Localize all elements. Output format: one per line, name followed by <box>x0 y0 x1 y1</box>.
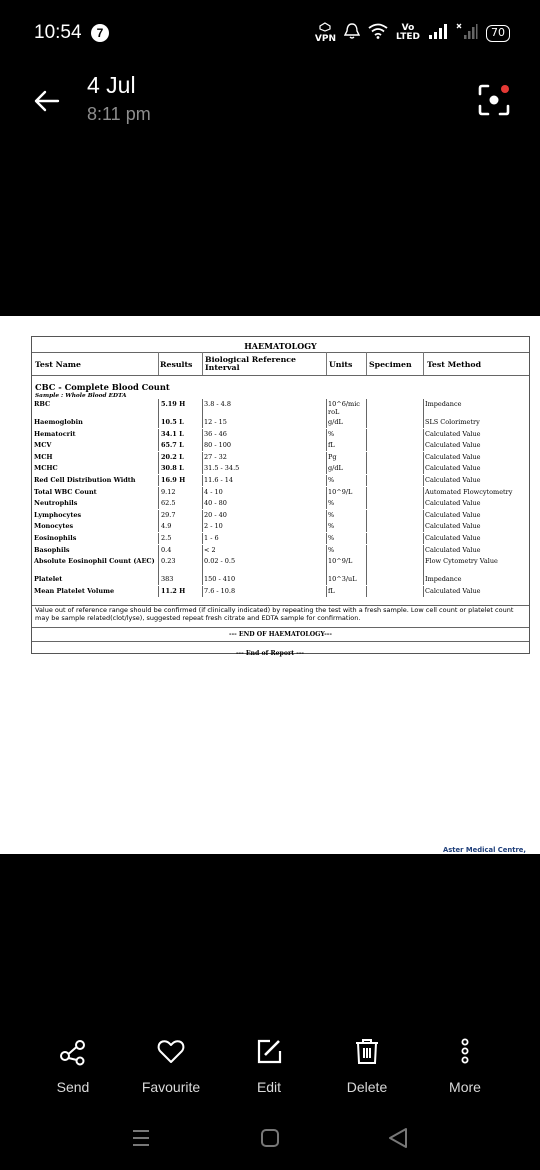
col-specimen: Specimen <box>369 360 412 369</box>
col-results: Results <box>160 360 193 369</box>
table-row <box>32 429 529 440</box>
specimen-cell <box>366 440 423 451</box>
test-name-cell: RBC <box>34 400 51 408</box>
result-cell: 34.1 L <box>158 429 202 440</box>
specimen-cell <box>366 521 423 532</box>
reference-cell: 2 - 10 <box>202 521 326 532</box>
test-name-cell: Monocytes <box>34 522 74 531</box>
send-button[interactable] <box>23 1036 123 1095</box>
share-icon <box>58 1036 88 1066</box>
test-name-cell: Haemoglobin <box>34 418 83 426</box>
unit-cell: % <box>326 429 366 440</box>
specimen-cell <box>366 417 423 428</box>
delete-button[interactable] <box>317 1036 417 1095</box>
method-cell: Calculated Value <box>423 533 529 544</box>
action-bar <box>0 1036 540 1096</box>
more-vertical-icon <box>450 1036 480 1066</box>
system-nav-bar <box>0 1120 540 1154</box>
method-cell: Automated Flowcytometry <box>423 487 529 498</box>
result-cell: 11.2 H <box>158 586 202 597</box>
result-cell: 62.5 <box>158 498 202 509</box>
table-row <box>32 417 529 428</box>
table-row <box>32 399 529 417</box>
result-cell: 5.19 H <box>158 399 202 417</box>
method-cell: Calculated Value <box>423 463 529 474</box>
test-name-cell: Absolute Eosinophil Count (AEC) <box>34 557 155 566</box>
specimen-cell <box>366 533 423 544</box>
method-cell: Calculated Value <box>423 429 529 440</box>
table-row <box>32 545 529 556</box>
unit-cell: % <box>326 475 366 486</box>
result-cell: 2.5 <box>158 533 202 544</box>
col-units: Units <box>329 360 353 369</box>
table-row <box>32 440 529 451</box>
specimen-cell <box>366 545 423 556</box>
report-table <box>31 336 530 654</box>
unit-cell: 10^3/uL <box>326 574 366 585</box>
send-label: Send <box>56 1079 90 1095</box>
status-bar <box>0 0 540 64</box>
col-test-method: Test Method <box>427 360 482 369</box>
unit-cell: 10^6/mic roL <box>326 399 366 417</box>
table-row <box>32 586 529 597</box>
unit-cell: % <box>326 533 366 544</box>
method-cell: Calculated Value <box>423 586 529 597</box>
reference-cell: 4 - 10 <box>202 487 326 498</box>
more-button[interactable] <box>415 1036 515 1095</box>
delete-label: Delete <box>346 1079 388 1095</box>
signal-icon <box>428 23 448 44</box>
edit-icon <box>254 1036 284 1066</box>
table-row <box>32 574 529 585</box>
method-cell: Impedance <box>423 399 529 417</box>
unit-cell: g/dL <box>326 417 366 428</box>
signal-2-icon <box>456 23 478 44</box>
report-title: HAEMATOLOGY <box>244 341 317 351</box>
unit-cell: fL <box>326 586 366 597</box>
specimen-cell <box>366 498 423 509</box>
specimen-cell <box>366 399 423 417</box>
test-name-cell: Eosinophils <box>34 534 77 542</box>
unit-cell: % <box>326 521 366 532</box>
wifi-icon <box>368 23 388 44</box>
test-name-cell: Basophils <box>34 545 70 554</box>
method-cell: Calculated Value <box>423 498 529 509</box>
end-of-report: --- End of Report --- <box>235 650 304 657</box>
specimen-cell <box>366 463 423 474</box>
table-row <box>32 452 529 463</box>
specimen-cell <box>366 475 423 486</box>
reference-cell: 36 - 46 <box>202 429 326 440</box>
test-name-cell: Hematocrit <box>34 429 76 438</box>
recents-menu-icon[interactable] <box>131 1128 151 1148</box>
method-cell: SLS Colorimetry <box>423 417 529 428</box>
heart-icon <box>156 1036 186 1066</box>
result-cell: 4.9 <box>158 521 202 532</box>
result-cell: 0.23 <box>158 556 202 574</box>
volte-label-top: Vo <box>401 23 415 33</box>
reference-cell: 27 - 32 <box>202 452 326 463</box>
reference-cell: 7.6 - 10.8 <box>202 586 326 597</box>
test-name-cell: Red Cell Distribution Width <box>34 476 136 484</box>
reference-cell: 11.6 - 14 <box>202 475 326 486</box>
sample-type: Sample : Whole Blood EDTA <box>35 393 127 399</box>
vpn-label: VPN <box>314 34 336 44</box>
table-row <box>32 510 529 521</box>
back-arrow-icon[interactable] <box>30 84 64 118</box>
test-name-cell: MCV <box>34 441 52 450</box>
col-test-name: Test Name <box>35 360 81 369</box>
method-cell: Calculated Value <box>423 510 529 521</box>
table-row <box>32 533 529 544</box>
reference-note: Value out of reference range should be confirmed (if clinically indicated) by repeating the test with a fresh sample. Low cell count or platelet count may be sample related(clot/lyse), suggested repeat fresh citrate and EDTA sample for confirmation. <box>35 606 514 622</box>
reference-cell: 0.02 - 0.5 <box>202 556 326 574</box>
test-name-cell: Mean Platelet Volume <box>34 586 115 595</box>
specimen-cell <box>366 429 423 440</box>
reference-cell: 1 - 6 <box>202 533 326 544</box>
table-row <box>32 556 529 574</box>
result-cell: 20.2 L <box>158 452 202 463</box>
back-triangle-icon[interactable] <box>387 1127 409 1149</box>
volte-icon <box>396 24 420 42</box>
more-label: More <box>449 1079 481 1095</box>
volte-label-bottom: LTED <box>395 32 420 42</box>
method-cell: Calculated Value <box>423 545 529 556</box>
reference-cell: 150 - 410 <box>202 574 326 585</box>
unit-cell: % <box>326 510 366 521</box>
specimen-cell <box>366 556 423 574</box>
method-cell: Calculated Value <box>423 440 529 451</box>
method-cell: Calculated Value <box>423 452 529 463</box>
end-of-section: --- END OF HAEMATOLOGY--- <box>229 631 332 638</box>
result-cell: 0.4 <box>158 545 202 556</box>
unit-cell: Pg <box>326 452 366 463</box>
unit-cell: 10^9/L <box>326 556 366 574</box>
specimen-cell <box>366 574 423 585</box>
unit-cell: % <box>326 498 366 509</box>
reference-cell: 12 - 15 <box>202 417 326 428</box>
result-cell: 65.7 L <box>158 440 202 451</box>
trash-icon <box>352 1036 382 1066</box>
reference-cell: 3.8 - 4.8 <box>202 399 326 417</box>
unit-cell: % <box>326 545 366 556</box>
edit-label: Edit <box>256 1079 282 1095</box>
notification-count-badge: 7 <box>91 24 109 42</box>
method-cell: Impedance <box>423 574 529 585</box>
method-cell: Calculated Value <box>423 521 529 532</box>
test-name-cell: Lymphocytes <box>34 510 82 519</box>
vpn-icon <box>315 22 336 44</box>
status-time: 10:54 <box>34 22 82 43</box>
favourite-label: Favourite <box>141 1079 201 1095</box>
reference-cell: 31.5 - 34.5 <box>202 463 326 474</box>
table-row <box>32 521 529 532</box>
reference-cell: 80 - 100 <box>202 440 326 451</box>
edit-button[interactable] <box>219 1036 319 1095</box>
unit-cell: g/dL <box>326 463 366 474</box>
test-name-cell: Total WBC Count <box>34 487 97 496</box>
table-row <box>32 498 529 509</box>
test-name-cell: MCHC <box>34 464 58 473</box>
photo-date: 4 Jul <box>87 72 136 98</box>
specimen-cell <box>366 586 423 597</box>
result-cell: 16.9 H <box>158 475 202 486</box>
photo-time: 8:11 pm <box>87 104 151 124</box>
method-cell: Calculated Value <box>423 475 529 486</box>
specimen-cell <box>366 510 423 521</box>
method-cell: Flow Cytometry Value <box>423 556 529 574</box>
report-image <box>0 316 540 854</box>
lens-scan-icon <box>474 80 514 120</box>
reference-cell: 40 - 80 <box>202 498 326 509</box>
table-row <box>32 475 529 486</box>
result-cell: 9.12 <box>158 487 202 498</box>
reference-cell: 20 - 40 <box>202 510 326 521</box>
battery-indicator: 70 <box>486 25 510 42</box>
specimen-cell <box>366 452 423 463</box>
unit-cell: fL <box>326 440 366 451</box>
favourite-button[interactable] <box>121 1036 221 1095</box>
result-cell: 29.7 <box>158 510 202 521</box>
status-icons <box>315 22 510 44</box>
home-icon[interactable] <box>260 1128 280 1148</box>
table-row <box>32 463 529 474</box>
result-cell: 10.5 L <box>158 417 202 428</box>
result-cell: 383 <box>158 574 202 585</box>
result-cell: 30.8 L <box>158 463 202 474</box>
section-title: CBC - Complete Blood Count <box>35 382 170 392</box>
test-name-cell: Platelet <box>34 575 63 584</box>
alarm-icon <box>344 22 360 45</box>
table-row <box>32 487 529 498</box>
footer-organization: Aster Medical Centre, <box>443 846 526 854</box>
specimen-cell <box>366 487 423 498</box>
reference-cell: < 2 <box>202 545 326 556</box>
test-name-cell: MCH <box>34 452 53 461</box>
test-name-cell: Neutrophils <box>34 499 78 508</box>
unit-cell: 10^9/L <box>326 487 366 498</box>
lens-scan-button[interactable] <box>474 80 514 120</box>
col-reference: Biological Reference Interval <box>205 355 297 372</box>
